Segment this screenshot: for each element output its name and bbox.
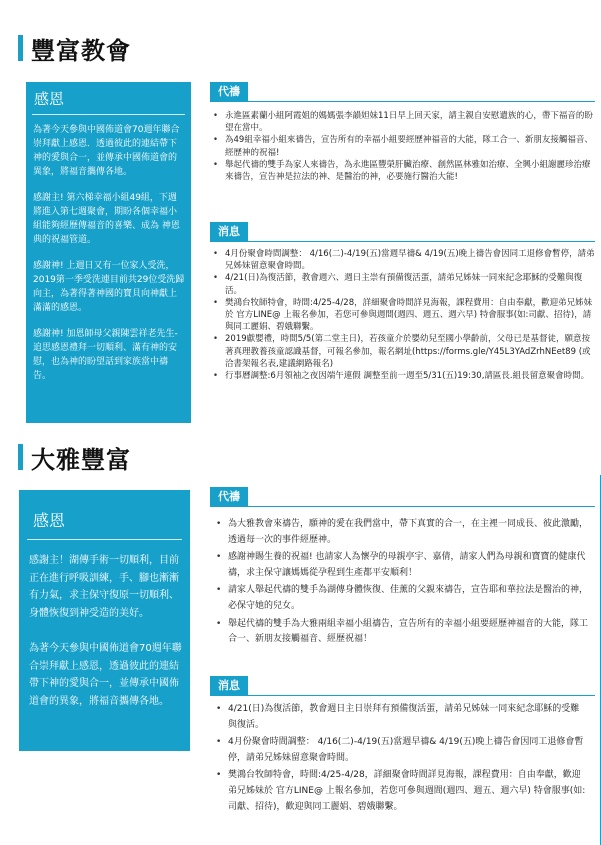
thanks-heading: 感恩 bbox=[33, 511, 66, 530]
panel-divider bbox=[32, 114, 185, 115]
thanks-paragraph: 感謝神! 加恩師母父親陳雲祥老先生-追思感恩禮拜一切順利、滿有神的安慰，也為神的盼望話到家族當中禱告。 bbox=[33, 329, 178, 381]
news-list bbox=[213, 248, 595, 382]
thanks-paragraph: 為著今天參與中國佈道會70週年聯合崇拜獻上感恩．透過彼此的連結帶下神的愛與合一，並傳承中國佈道會的異象，將福音攜傳各地。 bbox=[33, 125, 180, 177]
list-item: • 樊鴻台牧師特會，時間:4/25-4/28，詳細聚會時間詳見海報，課程費用：自由奉獻，歡迎弟兄姊妹於 官方LINE@ 上報名參加，若您可參與週間(週四、週五、週六早) 特會服事(如:司獻、招待)，請與同工麗娟、碧娥聯繫。 bbox=[213, 297, 595, 334]
thanks-heading: 感恩 bbox=[34, 90, 65, 108]
list-item: • 4月份聚會時間調整： 4/16(二)-4/19(五)當週早禱& 4/19(五)晚上禱告會因同工退修會暫停，請弟兄姊妹留意聚會時間。 bbox=[213, 248, 595, 272]
thanks-paragraph: 感謝主! 第六梯幸福小組49組，下週將進入第七週聚會，期盼各個幸福小組能夠經歷傳福音的喜樂、成為 神恩典的祝福管道。 bbox=[33, 193, 180, 245]
list-item: • 4月份聚會時間調整： 4/16(二)-4/19(五)當週早禱& 4/19(五)晚上禱告會因同工退修會暫停，請弟兄姊妹留意聚會時間。 bbox=[216, 735, 588, 766]
thanks-panel bbox=[26, 82, 191, 423]
list-item: • 4/21(日)為復活節，教會週日主日崇拜有預備復活蛋，請弟兄姊妹一同來紀念耶穌的受難與復活。 bbox=[216, 702, 588, 733]
list-item: • 為49組幸福小組來禱告，宣告所有的幸福小組要經歷神福音的大能，隊工合一、新朋友接觸福音、經歷神的祝福! bbox=[213, 134, 595, 158]
thanks-paragraphs bbox=[19, 552, 190, 710]
list-item: • 樊鴻台牧師特會，時間:4/25-4/28，詳細聚會時間詳見海報，課程費用：自由奉獻，歡迎弟兄姊妹於 官方LINE@ 上報名參加，若您可參與週間(週四、週五、週六早) 特會服事(如:司獻、招待)，歡迎與同工麗娟、碧娥聯繫。 bbox=[216, 768, 588, 815]
prayer-label: 代禱 bbox=[210, 82, 248, 101]
prayer-list bbox=[216, 517, 588, 650]
news-label: 消息 bbox=[210, 222, 248, 241]
prayer-label: 代禱 bbox=[210, 487, 248, 506]
section-title-text: 豐富教會 bbox=[31, 36, 131, 65]
list-item: • 舉起代禱的雙手為家人來禱告，為永進區豐榮肝臟治療、創然區林雅如治療、全興小組謝麗珍治療來禱告，宣告神是拉法的神、是醫治的神，必要施行醫治大能! bbox=[213, 159, 595, 183]
title-accent-bar bbox=[18, 444, 23, 470]
label-underline bbox=[210, 695, 595, 696]
thanks-paragraph: 感謝主！湖傳手術一切順利，目前正在進行呼吸訓練，手、腳也漸漸有力氣，求主保守復原一切順利、身體恢復到神受造的美好。 bbox=[29, 555, 179, 619]
list-item: • 行事曆調整:6月領袖之夜因端午連假 調整至前一週至5/31(五)19:30,請區長.組長留意聚會時間。 bbox=[213, 370, 595, 382]
list-item: • 2019獻嬰禮，時間5/5(第二堂主日)，若孩童介於嬰幼兒至國小學齡前，父母已是基督徒，願意按著真理教養孩童認識基督，可報名參加，報名網址(https://forms.gle/Y45L3YAdZrhNEet89 (或洽書架報名表,建議網路報名) bbox=[213, 333, 595, 370]
thanks-paragraph: 感謝神! 上週日又有一位家人受洗，2019第一季受洗連目前共29位受洗歸向主，為著得著神國的寶貝向神獻上滿滿的感恩。 bbox=[33, 261, 185, 313]
list-item: • 永進區素蘭小組阿霞姐的媽媽張李韻妲妹11日早上回天家，請主親自安慰遺族的心，帶下福音的盼望在當中。 bbox=[213, 110, 595, 134]
label-underline bbox=[210, 506, 595, 507]
title-accent-bar bbox=[18, 35, 23, 61]
list-item: • 為大雅教會來禱告，願神的愛在我們當中，帶下真實的合一，在主裡一同成長、彼此激勵，透過每一次的事件經歷神。 bbox=[216, 517, 588, 548]
thanks-paragraphs bbox=[26, 123, 191, 383]
thanks-paragraph: 為著今天參與中國佈道會70週年聯合崇拜獻上感恩，透過彼此的連結帶下神的愛與合一，並傳承中國佈道會的異象，將福音攜傳各地。 bbox=[29, 643, 182, 707]
section-title-daya bbox=[18, 442, 131, 472]
list-item: • 請家人舉起代禱的雙手為湖傳身體恢復、佳薰的父親來禱告，宣告耶和華拉法是醫治的神，必保守她的兒女。 bbox=[216, 583, 588, 614]
label-underline bbox=[210, 101, 595, 102]
list-item: • 感謝神賜生養的祝福! 也請家人為懷孕的母親亭宇、嘉倩，請家人們為母親和寶寶的健康代禱，求主保守讓媽媽從孕程到生產都平安順利！ bbox=[216, 550, 588, 581]
news-list bbox=[216, 702, 588, 817]
news-label: 消息 bbox=[210, 676, 248, 695]
section-title-fengfu bbox=[18, 33, 131, 63]
panel-divider bbox=[27, 539, 182, 540]
thanks-panel bbox=[19, 490, 190, 751]
section-title-text: 大雅豐富 bbox=[31, 445, 131, 474]
list-item: • 舉起代禱的雙手為大雅兩組幸福小組禱告，宣告所有的幸福小組要經歷神福音的大能，隊工合一、新朋友接觸福音、經歷祝福！ bbox=[216, 617, 588, 648]
label-underline bbox=[210, 241, 595, 242]
list-item: • 4/21(日)為復活節，教會週六、週日主崇有預備復活蛋，請弟兄姊妹一同來紀念耶穌的受難與復活。 bbox=[213, 272, 595, 296]
prayer-list bbox=[213, 110, 595, 183]
